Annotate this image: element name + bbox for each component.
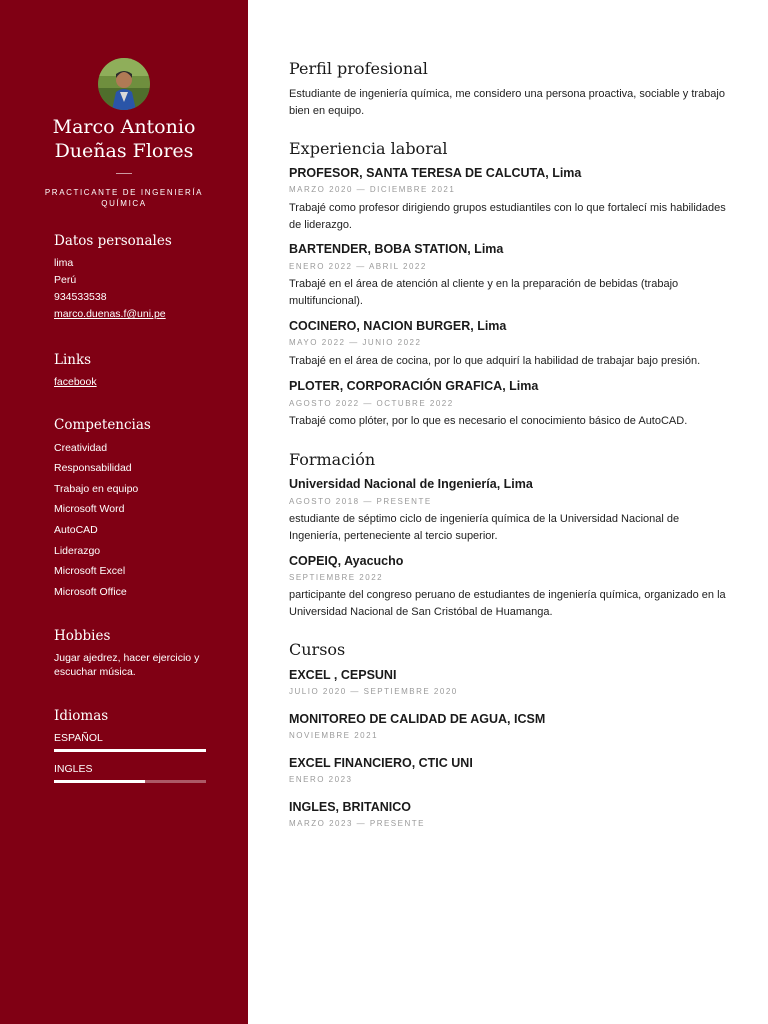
facebook-link[interactable]: facebook [54,376,97,388]
language-level-fill [54,749,206,752]
experience-date: MARZO 2020 — DICIEMBRE 2021 [289,185,456,194]
candidate-name: Marco Antonio Dueñas Flores [52,116,196,162]
skill-item: Creatividad [54,442,108,454]
skill-item: Liderazgo [54,545,101,557]
skill-item: AutoCAD [54,524,98,536]
language-level-bar [54,780,206,783]
profile-heading: Perfil profesional [289,59,428,78]
personal-email-link[interactable]: marco.duenas.f@uni.pe [54,308,166,320]
sidebar [0,0,248,1024]
personal-phone: 934533538 [54,291,107,303]
profile-text: Estudiante de ingeniería química, me considero una persona proactiva, sociable y trabajo bien en equipo. [289,88,725,117]
personal-data-heading: Datos personales [54,233,172,249]
course-date: ENERO 2023 [289,775,353,784]
course-title: MONITOREO DE CALIDAD DE AGUA, ICSM [289,712,546,726]
skill-item: Microsoft Excel [54,565,126,577]
course-title: EXCEL , CEPSUNI [289,668,397,682]
hobbies-heading: Hobbies [54,628,111,644]
experience-desc: Trabajé en el área de cocina, por lo que adquirí la habilidad de trabajar bajo presión. [289,355,701,367]
experience-desc: Trabajé como profesor dirigiendo grupos estudiantiles con lo que fortalecí mis habilidades de liderazgo. [289,202,726,231]
language-level-bar [54,749,206,752]
experience-title: PROFESOR, SANTA TERESA DE CALCUTA, Lima [289,166,582,180]
hobbies-text: Jugar ajedrez, hacer ejercicio y escuchar música. [54,652,200,678]
language-name: INGLES [54,763,93,775]
education-heading: Formación [289,450,376,469]
experience-desc: Trabajé como plóter, por lo que es necesario el conocimiento básico de AutoCAD. [289,415,688,427]
avatar [98,58,150,110]
experience-date: AGOSTO 2022 — OCTUBRE 2022 [289,399,454,408]
education-title: Universidad Nacional de Ingeniería, Lima [289,477,533,491]
skill-item: Trabajo en equipo [54,483,139,495]
course-date: JULIO 2020 — SEPTIEMBRE 2020 [289,687,458,696]
course-title: EXCEL FINANCIERO, CTIC UNI [289,756,473,770]
education-date: AGOSTO 2018 — PRESENTE [289,497,432,506]
course-date: MARZO 2023 — PRESENTE [289,819,425,828]
experience-desc: Trabajé en el área de atención al cliente y en la preparación de bebidas (trabajo multifuncional). [289,278,679,307]
languages-heading: Idiomas [54,708,109,724]
course-title: INGLES, BRITANICO [289,800,411,814]
skill-item: Microsoft Office [54,586,127,598]
candidate-role: PRACTICANTE DE INGENIERÍA QUÍMICA [44,188,204,208]
course-date: NOVIEMBRE 2021 [289,731,379,740]
courses-heading: Cursos [289,640,346,659]
experience-date: ENERO 2022 — ABRIL 2022 [289,262,427,271]
personal-country: Perú [54,274,77,286]
experience-title: COCINERO, NACION BURGER, Lima [289,319,507,333]
name-divider [116,173,132,174]
language-level-fill [54,780,145,783]
education-date: SEPTIEMBRE 2022 [289,573,384,582]
skill-item: Microsoft Word [54,503,125,515]
skill-item: Responsabilidad [54,462,132,474]
education-desc: participante del congreso peruano de estudiantes de ingeniería química, organizado en la Universidad Nacional de San Cristóbal de Huamanga. [289,589,726,618]
links-heading: Links [54,352,92,368]
personal-city: lima [54,257,74,269]
language-name: ESPAÑOL [54,732,103,744]
experience-title: PLOTER, CORPORACIÓN GRAFICA, Lima [289,379,539,393]
experience-title: BARTENDER, BOBA STATION, Lima [289,242,504,256]
skills-heading: Competencias [54,417,151,433]
education-title: COPEIQ, Ayacucho [289,554,404,568]
education-desc: estudiante de séptimo ciclo de ingeniería química de la Universidad Nacional de Ingeniería, perteneciente al tercio superior. [289,513,680,542]
experience-date: MAYO 2022 — JUNIO 2022 [289,338,422,347]
experience-heading: Experiencia laboral [289,139,448,158]
